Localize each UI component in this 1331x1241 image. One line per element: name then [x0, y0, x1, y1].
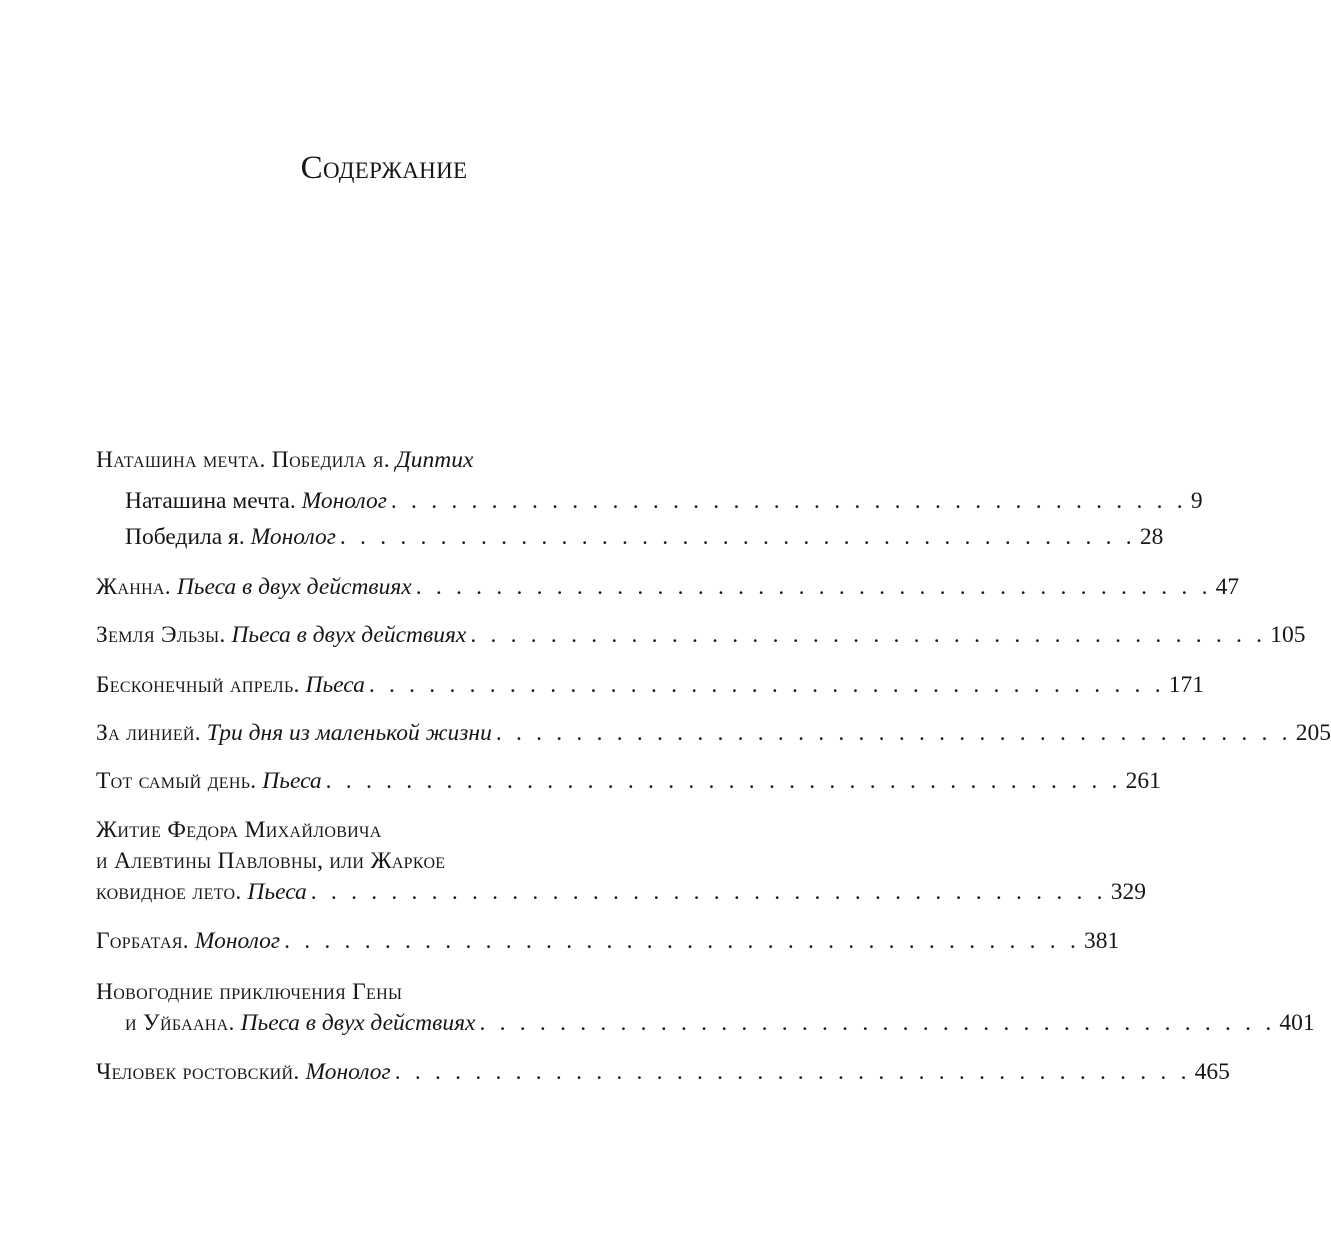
entry-title: Жанна. [96, 574, 171, 600]
toc-entry-header [96, 447, 473, 477]
toc-entry[interactable] [96, 574, 1240, 604]
dot-leader: . . . . . . . . . . . . . . . . . . . . . . . . . . . . . . . . . . . . . . . . [470, 622, 1267, 648]
toc-entry[interactable] [96, 622, 1306, 652]
page-number: 205 [1295, 720, 1331, 746]
page-number: 47 [1215, 574, 1240, 600]
entry-subtitle: Монолог [305, 1059, 391, 1085]
dot-leader: . . . . . . . . . . . . . . . . . . . . . . . . . . . . . . . . . . . . . . . . [390, 488, 1187, 514]
toc-entry[interactable] [96, 879, 1146, 909]
dot-leader: . . . . . . . . . . . . . . . . . . . . . . . . . . . . . . . . . . . . . . . . [368, 672, 1165, 698]
toc-entry[interactable] [96, 768, 1161, 798]
entry-title: Наташина мечта. Победила я. [96, 447, 390, 473]
page-number: 329 [1110, 879, 1146, 905]
entry-subtitle: Пьеса [247, 879, 307, 905]
dot-leader: . . . . . . . . . . . . . . . . . . . . . . . . . . . . . . . . . . . . . . . . [339, 524, 1136, 550]
toc-entry[interactable] [125, 488, 1203, 518]
entry-title: Победила я. [125, 524, 245, 550]
entry-subtitle: Пьеса [262, 768, 322, 794]
entry-title: Тот самый день. [96, 768, 257, 794]
entry-subtitle: Монолог [250, 524, 336, 550]
page-number: 105 [1270, 622, 1306, 648]
page-number: 171 [1168, 672, 1205, 698]
dot-leader: . . . . . . . . . . . . . . . . . . . . . . . . . . . . . . . . . . . . . . . . [415, 574, 1212, 600]
dot-leader: . . . . . . . . . . . . . . . . . . . . . . . . . . . . . . . . . . . . . . . . [325, 768, 1122, 794]
entry-title: и Алевтины Павловны, или Жаркое [96, 848, 446, 874]
entry-subtitle: Диптих [395, 447, 474, 473]
entry-subtitle: Пьеса в двух действиях [240, 1010, 476, 1036]
toc-entry-line [96, 979, 402, 1009]
toc-entry[interactable] [96, 1059, 1230, 1089]
entry-subtitle: Пьеса [305, 672, 365, 698]
page-title: Содержание [300, 150, 468, 186]
dot-leader: . . . . . . . . . . . . . . . . . . . . . . . . . . . . . . . . . . . . . . . . [310, 879, 1107, 905]
entry-title: Наташина мечта. [125, 488, 296, 514]
toc-entry[interactable] [96, 720, 1331, 750]
entry-subtitle: Монолог [301, 488, 387, 514]
dot-leader: . . . . . . . . . . . . . . . . . . . . . . . . . . . . . . . . . . . . . . . . [479, 1010, 1276, 1036]
entry-title: Горбатая. [96, 928, 189, 954]
toc-entry[interactable] [96, 928, 1120, 958]
entry-title: и Уйбаана. [125, 1010, 235, 1036]
page-number: 261 [1125, 768, 1161, 794]
dot-leader: . . . . . . . . . . . . . . . . . . . . . . . . . . . . . . . . . . . . . . . . [495, 720, 1292, 746]
entry-subtitle: Пьеса в двух действиях [231, 622, 467, 648]
entry-title: Земля Эльзы. [96, 622, 226, 648]
page-number: 401 [1279, 1010, 1315, 1036]
toc-entry[interactable] [125, 524, 1164, 554]
entry-subtitle: Пьеса в двух действиях [176, 574, 412, 600]
page-number: 9 [1190, 488, 1203, 514]
dot-leader: . . . . . . . . . . . . . . . . . . . . . . . . . . . . . . . . . . . . . . . . [284, 928, 1081, 954]
page-number: 28 [1139, 524, 1164, 550]
entry-title: ковидное лето. [96, 879, 242, 905]
page-number: 381 [1084, 928, 1120, 954]
toc-entry[interactable] [125, 1010, 1315, 1040]
toc-entry-line [96, 848, 445, 878]
entry-title: Новогодние приключения Гены [96, 979, 403, 1005]
entry-subtitle: Монолог [194, 928, 281, 954]
toc-entry-line [96, 817, 382, 847]
entry-title: Бесконечный апрель. [96, 672, 300, 698]
entry-title: За линией. [96, 720, 201, 746]
entry-subtitle: Три дня из маленькой жизни [206, 720, 492, 746]
entry-title: Человек ростовский. [96, 1059, 300, 1085]
entry-title: Житие Федора Михайловича [96, 817, 382, 843]
dot-leader: . . . . . . . . . . . . . . . . . . . . . . . . . . . . . . . . . . . . . . . . [394, 1059, 1191, 1085]
toc-entry[interactable] [96, 672, 1205, 702]
page-number: 465 [1194, 1059, 1230, 1085]
